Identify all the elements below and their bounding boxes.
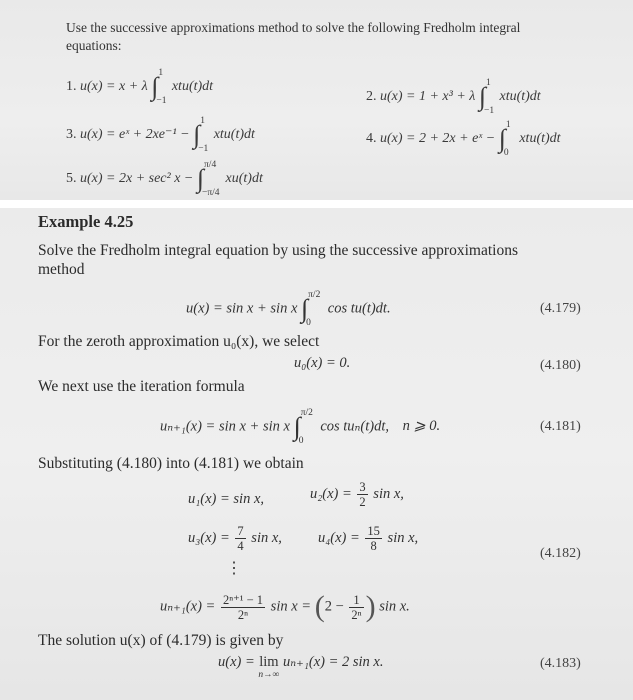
problem-2-integrand: xtu(t)dt: [499, 89, 541, 105]
u3-numerator: 7: [237, 524, 244, 538]
un1-mid: sin x =: [270, 598, 312, 615]
limit-operator: [258, 654, 279, 680]
u2-rhs: sin x,: [373, 485, 404, 502]
un1-two: 2 −: [324, 598, 344, 615]
eq182-number: (4.182): [540, 546, 581, 561]
eq183-rhs: uₙ₊₁(x) = 2 sin x.: [283, 654, 384, 670]
un1-frac2-denominator: 2ⁿ: [351, 607, 362, 622]
u4-rhs: sin x,: [387, 529, 419, 546]
problem-4-upper: 1: [505, 120, 511, 130]
eq183-number: (4.183): [540, 656, 581, 671]
u2-denominator: 2: [359, 495, 366, 509]
u4-expression: [318, 524, 418, 553]
u2-fraction: [357, 480, 367, 509]
photo-gap: [0, 200, 633, 208]
problem-4-lower: 0: [503, 148, 509, 158]
equation-4-183: [218, 654, 383, 680]
u3-fraction: [235, 524, 245, 553]
eq181-condition: n ⩾ 0.: [402, 418, 441, 435]
integral-sign-icon: ∫: [301, 294, 309, 323]
zeroth-text: For the zeroth approximation u₀(x), we select: [38, 333, 320, 350]
eq179-number: (4.179): [540, 301, 581, 316]
eq179-upper: π/2: [308, 290, 321, 300]
u2-expression: [310, 480, 404, 509]
equation-4-180: u₀(x) = 0.: [294, 355, 351, 371]
integral-sign-icon: ∫: [196, 164, 205, 193]
u3-rhs: sin x,: [251, 529, 282, 546]
problem-1-lhs: u(x) = x + λ: [80, 79, 148, 95]
un1-numerator: 2ⁿ⁺¹ − 1: [222, 592, 264, 607]
eq181-lower: 0: [298, 436, 304, 446]
u2-numerator: 3: [359, 480, 366, 494]
integral-sign-icon: ∫: [478, 82, 486, 111]
un1-denominator: 2ⁿ: [237, 607, 249, 622]
u4-lhs: u₄(x) =: [318, 529, 360, 546]
intro-line-1: Use the successive approximations method to solve the following Fredholm integral: [66, 20, 521, 35]
eq181-integrand: cos tuₙ(t)dt,: [320, 418, 390, 435]
u3-denominator: 4: [237, 539, 244, 553]
un1-fraction: [221, 593, 265, 622]
integral-sign-icon: ∫: [151, 72, 159, 101]
integral-sign-icon: ∫: [293, 412, 301, 441]
eq180-number: (4.180): [540, 358, 581, 373]
eq181-lhs: uₙ₊₁(x) = sin x + sin x: [160, 418, 290, 435]
u4-fraction: [365, 524, 382, 553]
right-paren: ): [365, 590, 376, 623]
problem-2-lower: −1: [483, 106, 495, 116]
u4-denominator: 8: [370, 539, 377, 553]
substituting-text: Substituting (4.180) into (4.181) we obtain: [38, 455, 304, 472]
problem-3-lower: −1: [198, 144, 209, 154]
u3-lhs: u₃(x) =: [188, 529, 230, 546]
problem-5-integrand: xu(t)dt: [225, 171, 263, 187]
problem-1: [66, 70, 213, 104]
problem-3-lhs: u(x) = eˣ + 2xe⁻¹ −: [80, 127, 190, 143]
vertical-dots: ⋮: [226, 560, 242, 577]
eq179-integrand: cos tu(t)dt.: [327, 300, 391, 317]
eq179-lower: 0: [306, 318, 311, 328]
example-title: Example 4.25: [38, 212, 134, 231]
statement-line-1: Solve the Fredholm integral equation by using the successive approximations: [38, 242, 518, 259]
un1-frac2-numerator: 1: [349, 593, 363, 608]
problem-1-lower: −1: [156, 96, 167, 106]
solution-text: The solution u(x) of (4.179) is given by: [38, 632, 284, 649]
un1-rhs: sin x.: [379, 598, 410, 615]
example-panel: [0, 208, 633, 700]
problem-2: [366, 80, 541, 114]
problem-5: [66, 162, 263, 196]
problem-3-label: 3.: [66, 127, 77, 143]
problem-4-label: 4.: [366, 131, 377, 147]
lim-word: lim: [259, 654, 279, 670]
problem-1-upper: 1: [158, 68, 164, 78]
equation-4-179: [186, 292, 391, 326]
eq183-lhs: u(x) =: [218, 654, 255, 670]
problem-2-upper: 1: [485, 78, 491, 88]
lim-subscript: n→∞: [258, 670, 280, 680]
un1-lhs: uₙ₊₁(x) =: [160, 598, 216, 615]
eq179-lhs: u(x) = sin x + sin x: [186, 300, 298, 317]
problem-3: [66, 118, 255, 152]
u4-numerator: 15: [367, 524, 380, 538]
problem-2-label: 2.: [366, 89, 377, 105]
un1-fraction-2: [349, 593, 363, 622]
left-paren: (: [314, 590, 325, 623]
u2-lhs: u₂(x) =: [310, 485, 352, 502]
u3-expression: [188, 524, 282, 553]
un1-expression: [160, 590, 410, 624]
problem-5-lower: −π/4: [202, 188, 220, 198]
exercise-panel: [0, 0, 633, 200]
statement-line-2: method: [38, 261, 85, 278]
intro-line-2: equations:: [66, 38, 122, 53]
u1-expression: u₁(x) = sin x,: [188, 491, 265, 507]
problem-3-upper: 1: [200, 116, 205, 126]
iteration-text: We next use the iteration formula: [38, 378, 245, 395]
integral-sign-icon: ∫: [193, 120, 201, 149]
problem-1-integrand: xtu(t)dt: [171, 79, 214, 95]
problem-3-integrand: xtu(t)dt: [213, 127, 255, 143]
problem-2-lhs: u(x) = 1 + x³ + λ: [380, 89, 476, 105]
problem-1-label: 1.: [66, 79, 77, 95]
problem-4-lhs: u(x) = 2 + 2x + eˣ −: [380, 131, 496, 147]
equation-4-181: [160, 410, 440, 444]
eq181-upper: π/2: [300, 408, 313, 418]
problem-5-upper: π/4: [204, 160, 217, 170]
problem-4: [366, 122, 561, 156]
eq181-number: (4.181): [540, 419, 581, 434]
problem-5-label: 5.: [66, 171, 77, 187]
integral-sign-icon: ∫: [498, 124, 506, 153]
problem-4-integrand: xtu(t)dt: [519, 131, 561, 147]
problem-5-lhs: u(x) = 2x + sec² x −: [80, 171, 194, 187]
